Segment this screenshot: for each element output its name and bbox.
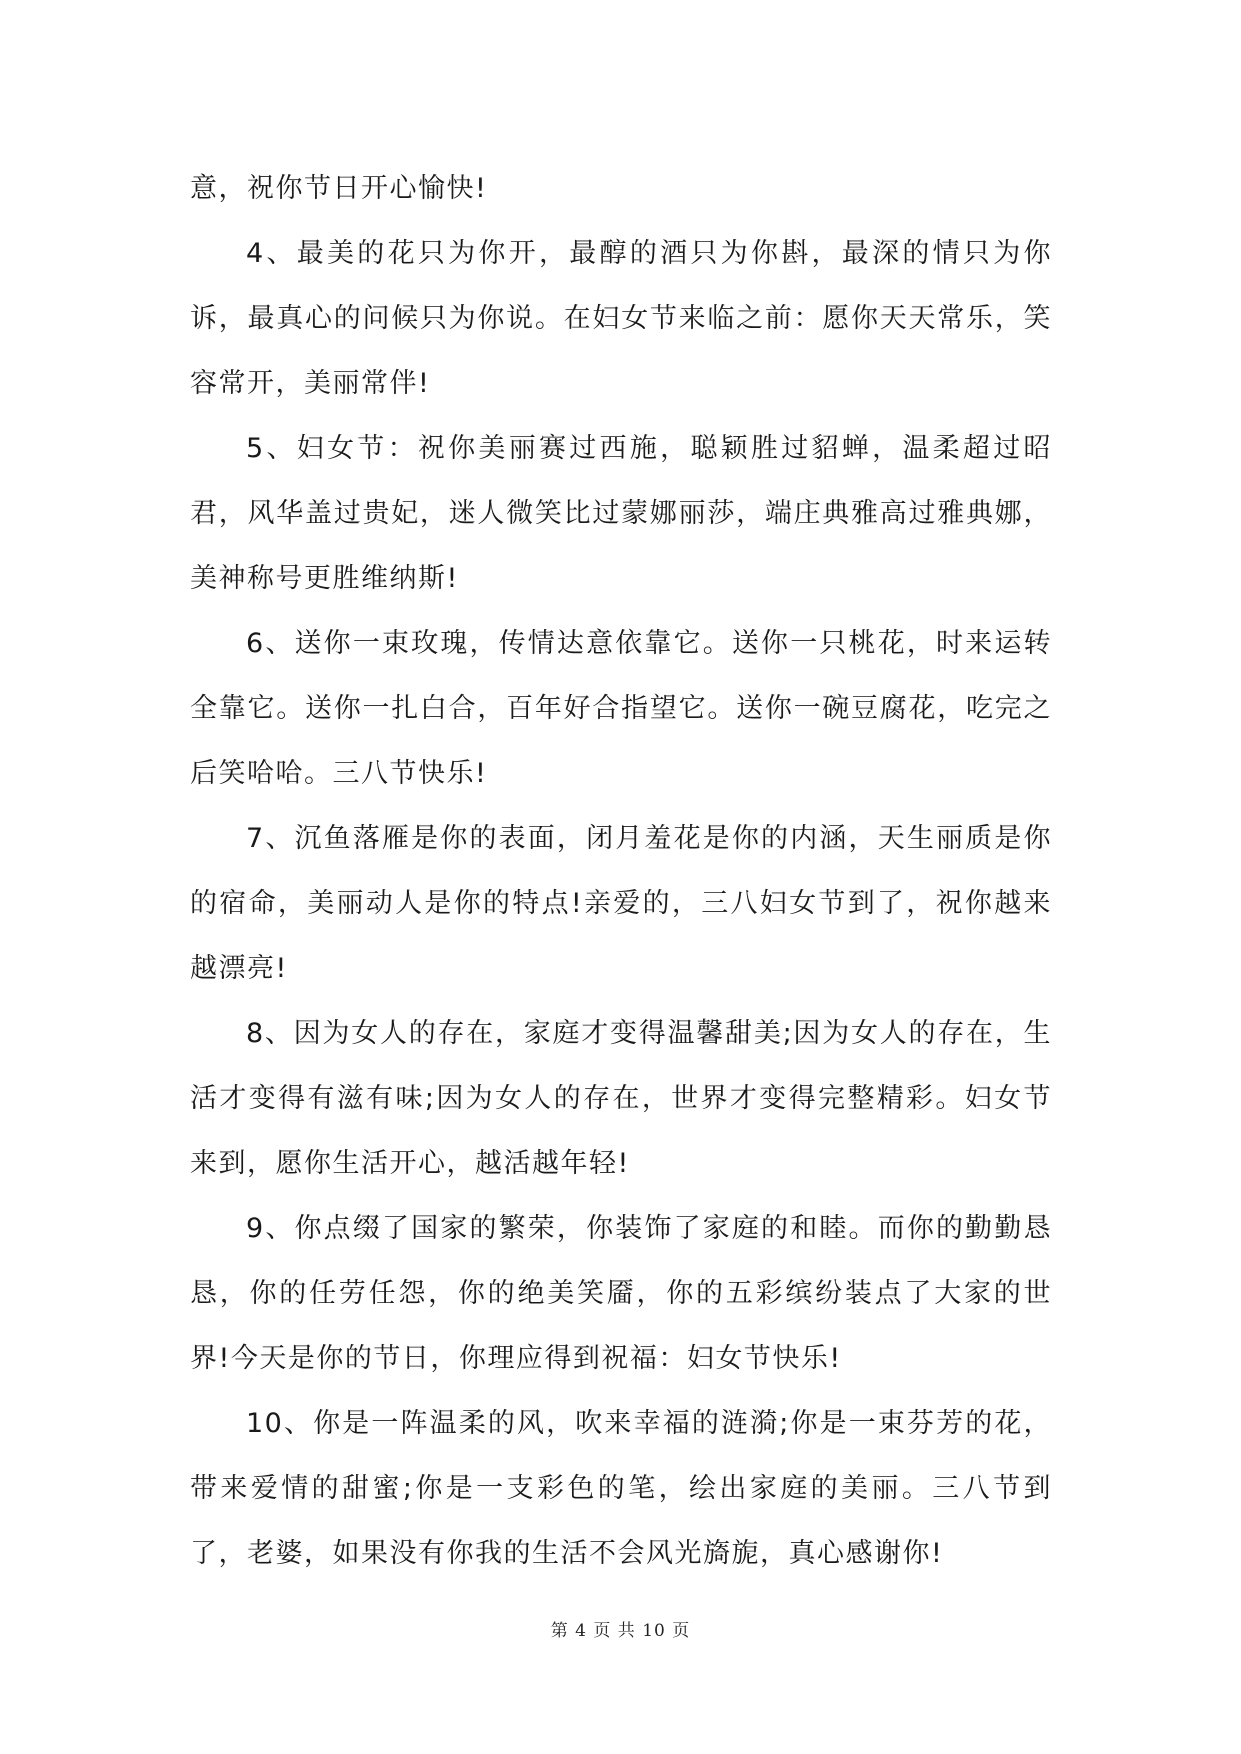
paragraph-6: 6、送你一束玫瑰，传情达意依靠它。送你一只桃花，时来运转全靠它。送你一扎白合，百年好合指望它。送你一碗豆腐花，吃完之后笑哈哈。三八节快乐! bbox=[190, 628, 1052, 789]
paragraph-4: 4、最美的花只为你开，最醇的酒只为你斟，最深的情只为你诉，最真心的问候只为你说。在妇女节来临之前：愿你天天常乐，笑容常开，美丽常伴! bbox=[190, 238, 1052, 399]
paragraph-5: 5、妇女节：祝你美丽赛过西施，聪颖胜过貂蝉，温柔超过昭君，风华盖过贵妃，迷人微笑比过蒙娜丽莎，端庄典雅高过雅典娜，美神称号更胜维纳斯! bbox=[190, 433, 1052, 594]
paragraph-7: 7、沉鱼落雁是你的表面，闭月羞花是你的内涵，天生丽质是你的宿命，美丽动人是你的特点!亲爱的，三八妇女节到了，祝你越来越漂亮! bbox=[190, 823, 1052, 984]
document-body bbox=[190, 156, 1052, 1586]
page-number-label: 第 4 页 共 10 页 bbox=[550, 1621, 691, 1641]
paragraph-continuation: 意，祝你节日开心愉快! bbox=[190, 173, 488, 204]
page-footer bbox=[0, 1616, 1241, 1641]
paragraph-10: 10、你是一阵温柔的风，吹来幸福的涟漪;你是一束芬芳的花，带来爱情的甜蜜;你是一支彩色的笔，绘出家庭的美丽。三八节到了，老婆，如果没有你我的生活不会风光旖旎，真心感谢你! bbox=[190, 1408, 1052, 1569]
paragraph-9: 9、你点缀了国家的繁荣，你装饰了家庭的和睦。而你的勤勤恳恳，你的任劳任怨，你的绝美笑靥，你的五彩缤纷装点了大家的世界!今天是你的节日，你理应得到祝福：妇女节快乐! bbox=[190, 1213, 1052, 1374]
paragraph-8: 8、因为女人的存在，家庭才变得温馨甜美;因为女人的存在，生活才变得有滋有味;因为女人的存在，世界才变得完整精彩。妇女节来到，愿你生活开心，越活越年轻! bbox=[190, 1018, 1052, 1179]
